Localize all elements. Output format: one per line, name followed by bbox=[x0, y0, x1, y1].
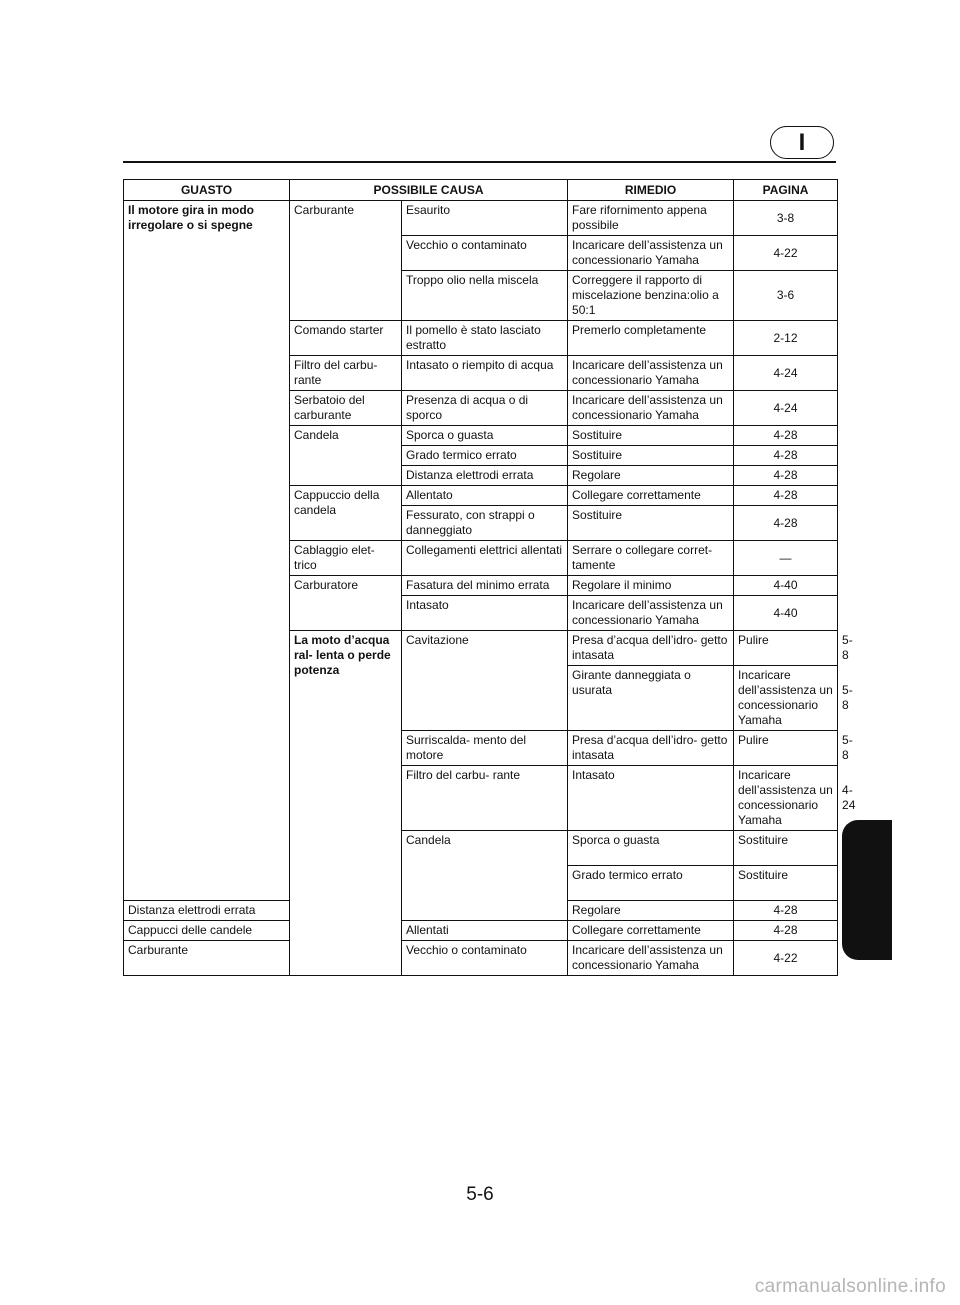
table-body bbox=[124, 201, 856, 976]
cause-cell: Presa d’acqua dell’idro- getto intasata bbox=[568, 631, 734, 666]
part-cell: Cablaggio elet- trico bbox=[290, 541, 402, 576]
part-cell: Cappuccio della candela bbox=[290, 486, 402, 541]
cause-cell: Allentato bbox=[402, 486, 568, 506]
page-ref-cell: — bbox=[734, 541, 838, 576]
remedy-cell: Incaricare dell’assistenza un concessionario Yamaha bbox=[568, 391, 734, 426]
page-ref-cell: 4-28 bbox=[734, 426, 838, 446]
cause-cell: Sporca o guasta bbox=[568, 831, 734, 866]
page-ref-cell: 2-12 bbox=[734, 321, 838, 356]
table-header bbox=[124, 180, 838, 201]
page-ref-cell: 4-28 bbox=[734, 921, 838, 941]
remedy-cell: Sostituire bbox=[568, 446, 734, 466]
header-rule bbox=[123, 161, 836, 163]
table-row bbox=[124, 201, 838, 236]
remedy-cell: Sostituire bbox=[734, 866, 838, 901]
part-cell: Comando starter bbox=[290, 321, 402, 356]
header-guasto: GUASTO bbox=[124, 180, 290, 201]
remedy-cell: Serrare o collegare corret- tamente bbox=[568, 541, 734, 576]
part-cell: Filtro del carbu- rante bbox=[290, 356, 402, 391]
page-ref-cell: 4-28 bbox=[734, 486, 838, 506]
cause-cell: Presa d’acqua dell’idro- getto intasata bbox=[568, 731, 734, 766]
remedy-cell: Sostituire bbox=[734, 831, 838, 866]
page-ref-cell: 4-28 bbox=[734, 901, 838, 921]
page-ref-cell: 4-40 bbox=[734, 596, 838, 631]
table-row bbox=[124, 941, 838, 976]
remedy-cell: Sostituire bbox=[568, 426, 734, 446]
page-ref-cell: 3-6 bbox=[734, 271, 838, 321]
page-ref-cell: 3-8 bbox=[734, 201, 838, 236]
remedy-cell: Incaricare dell’assistenza un concessionario Yamaha bbox=[568, 356, 734, 391]
remedy-cell: Fare rifornimento appena possibile bbox=[568, 201, 734, 236]
remedy-cell: Regolare bbox=[568, 901, 734, 921]
remedy-cell: Incaricare dell’assistenza un concessionario Yamaha bbox=[568, 596, 734, 631]
remedy-cell: Collegare correttamente bbox=[568, 921, 734, 941]
cause-cell: Grado termico errato bbox=[402, 446, 568, 466]
remedy-cell: Sostituire bbox=[568, 506, 734, 541]
part-cell: Cavitazione bbox=[402, 631, 568, 731]
fault-cell: La moto d’acqua ral- lenta o perde potenza bbox=[290, 631, 402, 976]
part-cell: Carburatore bbox=[290, 576, 402, 631]
page-ref-cell: 4-22 bbox=[734, 236, 838, 271]
page-number: 5-6 bbox=[466, 1184, 494, 1205]
cause-cell: Vecchio o contaminato bbox=[402, 941, 568, 976]
header-possibile-causa: POSSIBILE CAUSA bbox=[290, 180, 568, 201]
table-row: La moto d’acqua ral- lenta o perde potenza Cavitazione Presa d’acqua dell’idro- getto intasata Pulire 5-8 bbox=[124, 631, 838, 666]
cause-cell: Distanza elettrodi errata bbox=[124, 901, 290, 921]
cause-cell: Sporca o guasta bbox=[402, 426, 568, 446]
cause-cell: Intasato bbox=[402, 596, 568, 631]
remedy-cell: Pulire bbox=[734, 731, 838, 766]
cause-cell: Fessurato, con strappi o danneggiato bbox=[402, 506, 568, 541]
part-cell: Candela bbox=[290, 426, 402, 486]
cause-cell: Allentati bbox=[402, 921, 568, 941]
cause-cell: Fasatura del minimo errata bbox=[402, 576, 568, 596]
page-ref-cell: 4-24 bbox=[734, 356, 838, 391]
part-cell: Filtro del carbu- rante bbox=[402, 766, 568, 831]
remedy-cell: Incaricare dell’assistenza un concessionario Yamaha bbox=[568, 941, 734, 976]
remedy-cell: Incaricare dell’assistenza un concessionario Yamaha bbox=[734, 766, 838, 831]
table-row: Girante danneggiata o usurata Incaricare dell’assistenza un concessionario Yamaha 5-8 bbox=[124, 666, 838, 731]
cause-cell: Presenza di acqua o di sporco bbox=[402, 391, 568, 426]
page-ref-cell: 4-28 bbox=[734, 506, 838, 541]
remedy-cell: Regolare il minimo bbox=[568, 576, 734, 596]
header-rimedio: RIMEDIO bbox=[568, 180, 734, 201]
remedy-cell: Incaricare dell’assistenza un concessionario Yamaha bbox=[734, 666, 838, 731]
header-pagina: PAGINA bbox=[734, 180, 838, 201]
remedy-cell: Premerlo completamente bbox=[568, 321, 734, 356]
remedy-cell: Pulire bbox=[734, 631, 838, 666]
page-ref-cell: 4-28 bbox=[734, 446, 838, 466]
watermark: carmanualsonline.info bbox=[754, 1276, 946, 1297]
part-cell: Serbatoio del carburante bbox=[290, 391, 402, 426]
fault-cell: Il motore gira in modo irregolare o si spegne bbox=[124, 201, 290, 901]
part-cell: Carburante bbox=[290, 201, 402, 321]
remedy-cell: Collegare correttamente bbox=[568, 486, 734, 506]
troubleshooting-table bbox=[123, 179, 856, 976]
remedy-cell: Incaricare dell’assistenza un concessionario Yamaha bbox=[568, 236, 734, 271]
cause-cell: Intasato bbox=[568, 766, 734, 831]
part-cell: Surriscalda- mento del motore bbox=[402, 731, 568, 766]
header-row bbox=[124, 180, 838, 201]
remedy-cell: Regolare bbox=[568, 466, 734, 486]
cause-cell: Distanza elettrodi errata bbox=[402, 466, 568, 486]
page-ref-cell: 4-22 bbox=[734, 941, 838, 976]
cause-cell: Esaurito bbox=[402, 201, 568, 236]
cause-cell: Grado termico errato bbox=[568, 866, 734, 901]
language-badge: I bbox=[770, 126, 834, 159]
cause-cell: Collegamenti elettrici allentati bbox=[402, 541, 568, 576]
table-row: Filtro del carbu- rante Intasato Incaricare dell’assistenza un concessionario Yamaha 4-24 bbox=[124, 766, 838, 831]
cause-cell: Intasato o riempito di acqua bbox=[402, 356, 568, 391]
page-ref-cell: 4-40 bbox=[734, 576, 838, 596]
part-cell: Candela bbox=[402, 831, 568, 921]
cause-cell: Girante danneggiata o usurata bbox=[568, 666, 734, 731]
part-cell: Cappucci delle candele bbox=[124, 921, 290, 941]
page-ref-cell: 4-28 bbox=[734, 466, 838, 486]
cause-cell: Il pomello è stato lasciato estratto bbox=[402, 321, 568, 356]
cause-cell: Vecchio o contaminato bbox=[402, 236, 568, 271]
table-row bbox=[124, 921, 838, 941]
cause-cell: Troppo olio nella miscela bbox=[402, 271, 568, 321]
remedy-cell: Correggere il rapporto di miscelazione benzina:olio a 50:1 bbox=[568, 271, 734, 321]
part-cell: Carburante bbox=[124, 941, 290, 976]
page-ref-cell: 4-24 bbox=[734, 391, 838, 426]
table-row: Surriscalda- mento del motore Presa d’acqua dell’idro- getto intasata Pulire 5-8 bbox=[124, 731, 838, 766]
